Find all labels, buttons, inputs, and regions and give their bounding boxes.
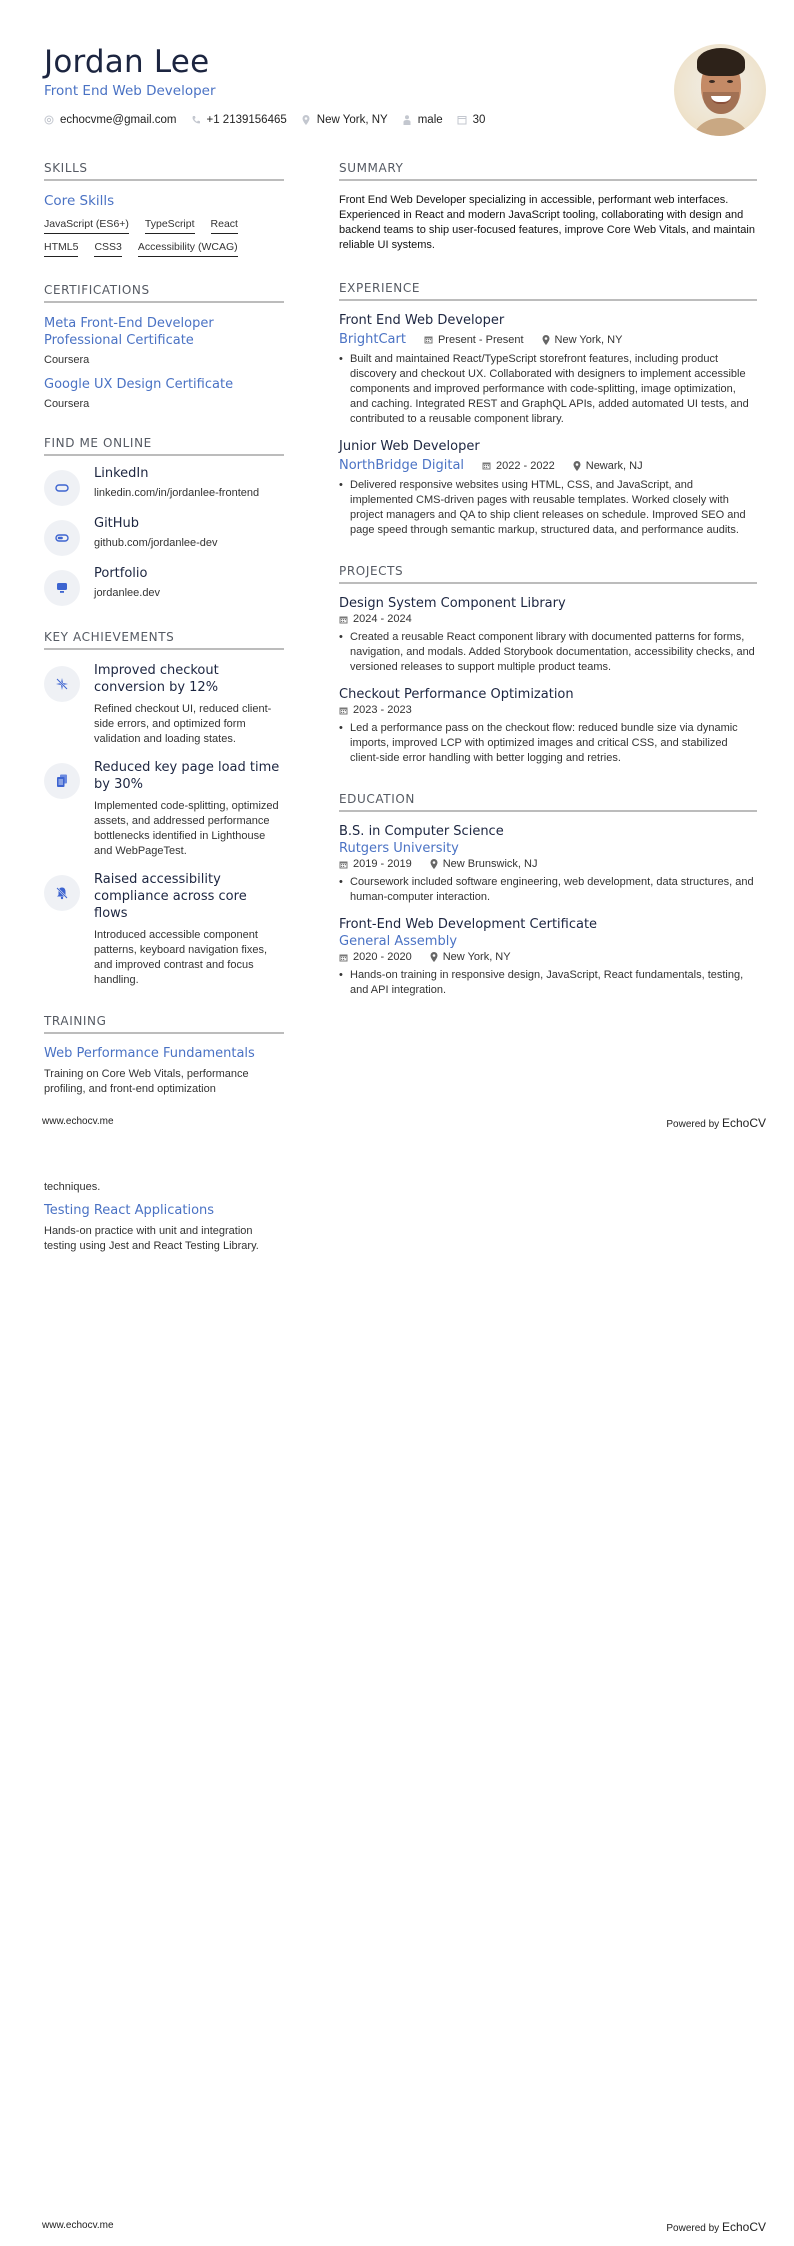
- experience-location: [573, 460, 643, 472]
- dates-text: 2024 - 2024: [353, 613, 412, 625]
- education-bullet: • Hands-on training in responsive design, JavaScript, React fundamentals, testing, and API integration.: [339, 968, 757, 998]
- certification-name: Meta Front-End Developer Professional Certificate: [44, 316, 214, 348]
- achievement-title: Raised accessibility compliance across core flows: [94, 872, 247, 921]
- experience-bullet: • Built and maintained React/TypeScript storefront features, including product discovery and checkout UX. Collaborated with designers to implement accessible components and improved performance with code-splitting, image optimization, and caching. Integrated REST and GraphQL APIs, added automated UI tests, and contributed to a reusable component library.: [339, 352, 757, 427]
- page-footer: [42, 1116, 766, 1130]
- education-school: General Assembly: [339, 934, 458, 949]
- documents-icon: [44, 763, 80, 799]
- contact-location-value: New York, NY: [316, 114, 388, 126]
- online-section: [44, 436, 284, 606]
- location-icon: [430, 859, 438, 869]
- footer-brand[interactable]: EchoCV: [721, 1116, 766, 1130]
- footer-brand[interactable]: EchoCV: [721, 2220, 766, 2234]
- education-dates: [339, 858, 412, 870]
- contact-gender-value: male: [417, 114, 443, 126]
- project-bullet: • Created a reusable React component library with documented patterns for forms, navigation, and modals. Added Storybook documentation, accessibility checks, and versioned releases to support multiple product teams.: [339, 630, 757, 675]
- online-item-github[interactable]: [44, 516, 284, 556]
- education-item: [339, 824, 757, 905]
- experience-dates: [482, 460, 555, 472]
- online-label: GitHub: [94, 516, 140, 531]
- online-label: Portfolio: [94, 566, 148, 581]
- contact-row: [44, 114, 750, 126]
- summary-text: Front End Web Developer specializing in accessible, performant web interfaces. Experienced in React and modern JavaScript tooling, collaborating with design and backend teams to ship user-focused features, improve Core Web Vitals, and maintain reliable UI systems.: [339, 194, 755, 251]
- bullet-text: Led a performance pass on the checkout flow: reduced bundle size via dynamic imports, improved LCP with optimized images and critical CSS, and stabilized client-side error handling with better logging and retries.: [350, 722, 738, 764]
- experience-section: [339, 281, 757, 538]
- training-heading: TRAINING: [44, 1014, 284, 1034]
- calendar-icon: [482, 461, 491, 470]
- footer-site-link[interactable]: www.echocv.me: [42, 1116, 114, 1127]
- phone-icon: [191, 115, 201, 125]
- contact-gender: [402, 114, 443, 126]
- bullet-text: Built and maintained React/TypeScript storefront features, including product discovery and checkout UX. Collaborated with designers to implement accessible components and improved performance with code-splitting, image optimization, and caching. Integrated REST and GraphQL APIs, added automated UI tests, and contributed to a reusable component library.: [350, 353, 749, 425]
- footer-powered-by: [666, 2220, 766, 2234]
- certifications-heading: CERTIFICATIONS: [44, 283, 284, 303]
- training-title: Testing React Applications: [44, 1203, 215, 1218]
- skill-chip: React: [211, 216, 238, 234]
- location-icon: [301, 115, 311, 125]
- location-text: Newark, NJ: [585, 459, 643, 472]
- online-heading: FIND ME ONLINE: [44, 436, 284, 456]
- left-column: [44, 161, 284, 1097]
- left-column-continued: [44, 1180, 284, 1254]
- online-label: LinkedIn: [94, 466, 149, 481]
- monitor-icon: [44, 570, 80, 606]
- project-dates: [339, 613, 412, 625]
- project-meta: [339, 704, 757, 716]
- skills-list: [44, 211, 284, 257]
- certification-name: Google UX Design Certificate: [44, 377, 234, 392]
- avatar-photo: [674, 44, 766, 136]
- project-name: Checkout Performance Optimization: [339, 687, 574, 702]
- calendar-icon: [339, 860, 348, 869]
- education-school: Rutgers University: [339, 841, 459, 856]
- calendar-icon: [339, 953, 348, 962]
- contact-phone[interactable]: [191, 114, 287, 126]
- online-url[interactable]: github.com/jordanlee-dev: [94, 537, 218, 549]
- resume-header: [44, 44, 750, 126]
- training-desc: Hands-on practice with unit and integration testing using Jest and React Testing Library.: [44, 1225, 259, 1252]
- location-icon: [573, 461, 581, 471]
- dates-text: Present - Present: [437, 333, 524, 346]
- project-bullet: • Led a performance pass on the checkout flow: reduced bundle size via dynamic imports, improved LCP with optimized images and critical CSS, and stabilized client-side error handling with better logging and retries.: [339, 721, 757, 766]
- achievements-section: [44, 630, 284, 988]
- project-item: [339, 596, 757, 675]
- online-url[interactable]: jordanlee.dev: [94, 587, 161, 599]
- achievement-item: [44, 759, 284, 859]
- location-icon: [542, 335, 550, 345]
- online-item-portfolio[interactable]: [44, 566, 284, 606]
- page-footer: [42, 2220, 766, 2234]
- location-text: New York, NY: [554, 333, 623, 346]
- online-item-linkedin[interactable]: [44, 466, 284, 506]
- linkedin-icon: [44, 470, 80, 506]
- location-text: New Brunswick, NJ: [442, 858, 538, 870]
- contact-phone-value: +1 2139156465: [206, 114, 287, 126]
- dates-text: 2023 - 2023: [353, 704, 412, 716]
- calendar-icon: [339, 615, 348, 624]
- education-meta: [339, 858, 757, 870]
- experience-item: [339, 439, 757, 538]
- dates-text: 2019 - 2019: [353, 858, 412, 870]
- skill-chip: TypeScript: [145, 216, 195, 234]
- achievement-desc: Introduced accessible component patterns, keyboard navigation fixes, and improved contrast and focus handling.: [94, 929, 268, 986]
- location-text: New York, NY: [442, 951, 511, 963]
- bullet-text: Delivered responsive websites using HTML, CSS, and JavaScript, and implemented CMS-driven pages with reusable templates. Worked closely with project managers and QA to ship client releases on schedule. Improved SEO and page speed through semantic markup, structured data, and performance audits.: [350, 479, 746, 536]
- skill-chip: JavaScript (ES6+): [44, 216, 129, 234]
- education-bullet: • Coursework included software engineering, web development, data structures, and human-computer interaction.: [339, 875, 757, 905]
- summary-section: [339, 161, 757, 253]
- skill-chip: HTML5: [44, 239, 78, 257]
- contact-age-value: 30: [472, 114, 486, 126]
- experience-location: [542, 334, 623, 346]
- bullet-text: Hands-on training in responsive design, JavaScript, React fundamentals, testing, and API integration.: [350, 969, 744, 996]
- location-icon: [430, 952, 438, 962]
- project-item: [339, 687, 757, 766]
- achievement-desc: Refined checkout UI, reduced client-side errors, and optimized form validation and loading states.: [94, 703, 272, 745]
- at-icon: [44, 115, 54, 125]
- project-dates: [339, 704, 412, 716]
- skills-section: [44, 161, 284, 257]
- contact-email[interactable]: [44, 114, 177, 126]
- bell-off-icon: [44, 875, 80, 911]
- education-meta: [339, 951, 757, 963]
- education-heading: EDUCATION: [339, 792, 757, 812]
- experience-meta: [339, 458, 757, 473]
- skills-group-title: Core Skills: [44, 193, 115, 209]
- achievement-title: Reduced key page load time by 30%: [94, 760, 280, 792]
- education-dates: [339, 951, 412, 963]
- bullet-text: Created a reusable React component library with documented patterns for forms, navigation, and modals. Added Storybook documentation, accessibility checks, and versioned releases to support multiple product teams.: [350, 631, 755, 673]
- education-degree: B.S. in Computer Science: [339, 824, 504, 839]
- certifications-section: [44, 283, 284, 410]
- calendar-icon: [424, 335, 433, 344]
- online-url[interactable]: linkedin.com/in/jordanlee-frontend: [94, 487, 260, 499]
- experience-role: Front End Web Developer: [339, 313, 505, 328]
- achievement-title: Improved checkout conversion by 12%: [94, 663, 219, 695]
- training-title: Web Performance Fundamentals: [44, 1046, 255, 1061]
- education-section: [339, 792, 757, 998]
- contact-location: [301, 114, 388, 126]
- education-location: [430, 858, 538, 870]
- projects-section: [339, 564, 757, 766]
- experience-bullet: • Delivered responsive websites using HTML, CSS, and JavaScript, and implemented CMS-driven pages with reusable templates. Worked closely with project managers and QA to ship client releases on schedule. Improved SEO and page speed through semantic markup, structured data, and performance audits.: [339, 478, 757, 538]
- project-meta: [339, 613, 757, 625]
- experience-heading: EXPERIENCE: [339, 281, 757, 301]
- experience-company: BrightCart: [339, 332, 406, 347]
- experience-role: Junior Web Developer: [339, 439, 480, 454]
- github-icon: [44, 520, 80, 556]
- training-section: [44, 1014, 284, 1097]
- footer-powered-by: [666, 1116, 766, 1130]
- education-location: [430, 951, 511, 963]
- education-item: [339, 917, 757, 998]
- projects-heading: PROJECTS: [339, 564, 757, 584]
- project-name: Design System Component Library: [339, 596, 566, 611]
- certification-issuer: Coursera: [44, 354, 90, 366]
- footer-site-link[interactable]: www.echocv.me: [42, 2220, 114, 2231]
- certification-issuer: Coursera: [44, 398, 90, 410]
- experience-item: [339, 313, 757, 427]
- education-degree: Front-End Web Development Certificate: [339, 917, 598, 932]
- achievement-item: [44, 662, 284, 747]
- calendar-icon: [339, 706, 348, 715]
- experience-dates: [424, 334, 524, 346]
- skill-chip: Accessibility (WCAG): [138, 239, 238, 257]
- sparkle-off-icon: [44, 666, 80, 702]
- skills-heading: SKILLS: [44, 161, 284, 181]
- dates-text: 2022 - 2022: [496, 459, 555, 472]
- achievements-heading: KEY ACHIEVEMENTS: [44, 630, 284, 650]
- contact-email-value: echocvme@gmail.com: [60, 114, 177, 126]
- certification-item: [44, 315, 284, 366]
- powered-prefix: Powered by: [666, 1119, 722, 1130]
- training-desc-continued: techniques.: [44, 1181, 101, 1193]
- experience-meta: [339, 332, 757, 347]
- summary-heading: SUMMARY: [339, 161, 757, 181]
- right-column: [339, 161, 757, 998]
- calendar-icon: [457, 115, 467, 125]
- bullet-text: Coursework included software engineering, web development, data structures, and human-computer interaction.: [350, 876, 754, 903]
- dates-text: 2020 - 2020: [353, 951, 412, 963]
- contact-age: [457, 114, 486, 126]
- resume-page-2: [0, 1140, 794, 2246]
- skill-chip: CSS3: [94, 239, 121, 257]
- experience-company: NorthBridge Digital: [339, 458, 465, 473]
- achievement-desc: Implemented code-splitting, optimized assets, and addressed performance bottlenecks identified in Lighthouse and WebPageTest.: [94, 800, 279, 857]
- powered-prefix: Powered by: [666, 2223, 722, 2234]
- person-icon: [402, 115, 412, 125]
- certification-item: [44, 376, 284, 410]
- candidate-name: Jordan Lee: [44, 44, 210, 80]
- training-desc: Training on Core Web Vitals, performance profiling, and front-end optimization: [44, 1068, 249, 1095]
- achievement-item: [44, 871, 284, 988]
- candidate-title: Front End Web Developer: [44, 83, 216, 99]
